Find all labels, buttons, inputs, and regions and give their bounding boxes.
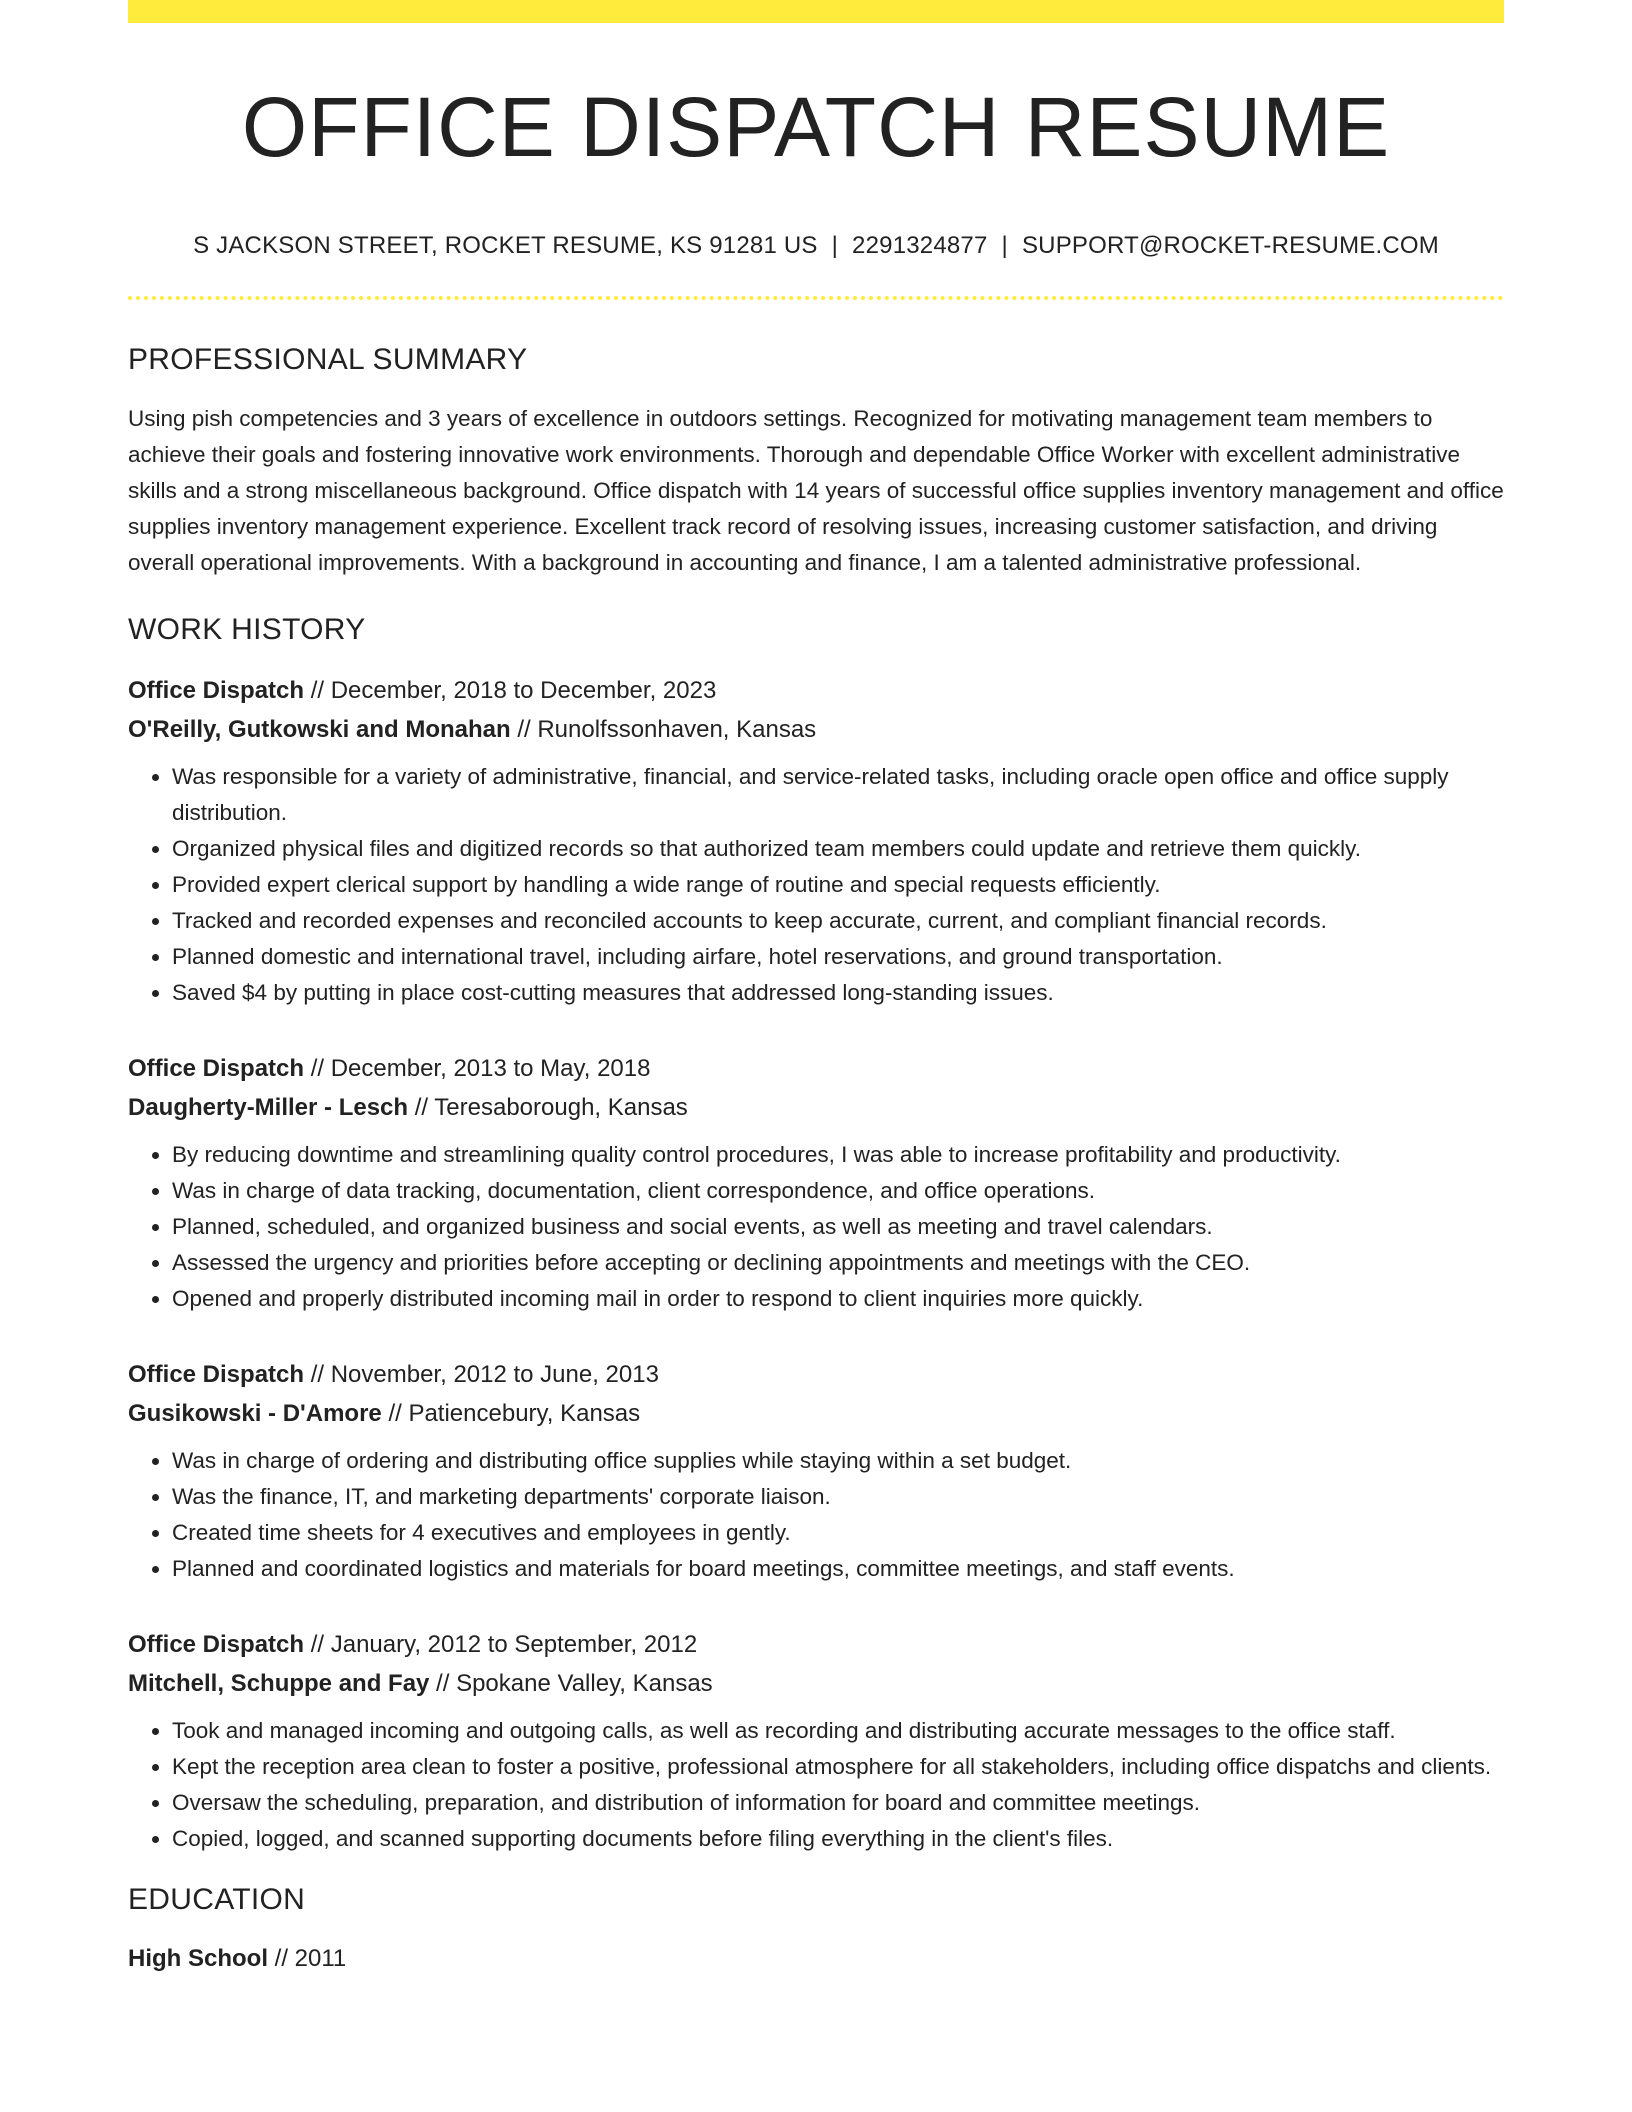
job-location: // Spokane Valley, Kansas [429,1670,713,1697]
job-company: O'Reilly, Gutkowski and Monahan [128,716,511,743]
job-bullets [128,1137,1504,1317]
job-bullets [128,759,1504,1011]
summary-text: Using pish competencies and 3 years of excellence in outdoors settings. Recognized for motivating management team members to achieve their goals and fostering innovative work environments. Thorough and dependable Office Worker with excellent administrative skills and a strong miscellaneous background. Office dispatch with 14 years of successful office supplies inventory management and office supplies inventory management experience. Excellent track record of resolving issues, increasing customer satisfaction, and driving overall operational improvements. With a background in accounting and finance, I am a talented administrative professional. [128,406,1504,575]
accent-top-bar [128,0,1504,23]
job-bullet: • Opened and properly distributed incoming mail in order to respond to client inquiries more quickly. [172,1281,1504,1317]
job-location: // Teresaborough, Kansas [408,1094,688,1121]
contact-separator: | [1001,232,1008,259]
job-location: // Patiencebury, Kansas [381,1400,641,1427]
contact-phone: 2291324877 [852,232,988,259]
work-history-heading: WORK HISTORY [128,613,366,646]
job-dates: // December, 2013 to May, 2018 [304,1055,651,1082]
job-entry [128,1355,1504,1587]
job-role: Office Dispatch [128,677,305,704]
education-heading: EDUCATION [128,1883,306,1916]
job-role: Office Dispatch [128,1055,305,1082]
job-bullet: • Kept the reception area clean to foster a positive, professional atmosphere for all stakeholders, including office dispatchs and clients. [172,1749,1504,1785]
job-bullet: • Copied, logged, and scanned supporting documents before filing everything in the client's files. [172,1821,1504,1857]
job-location: // Runolfssonhaven, Kansas [510,716,817,743]
job-bullet: • Tracked and recorded expenses and reconciled accounts to keep accurate, current, and compliant financial records. [172,903,1504,939]
summary-heading: PROFESSIONAL SUMMARY [128,343,528,376]
job-role-line [128,1625,1504,1664]
contact-separator: | [831,232,839,259]
job-company: Daugherty-Miller - Lesch [128,1094,409,1121]
job-bullet: • Oversaw the scheduling, preparation, and distribution of information for board and committee meetings. [172,1785,1504,1821]
education-year: // 2011 [268,1945,347,1972]
job-bullet: • Assessed the urgency and priorities before accepting or declining appointments and meetings with the CEO. [172,1245,1504,1281]
contact-line [128,234,1504,258]
job-company-line [128,1088,1504,1127]
job-company-line [128,1394,1504,1433]
dotted-divider [128,296,1504,300]
job-entry [128,1049,1504,1317]
job-bullet: • Was in charge of ordering and distributing office supplies while staying within a set budget. [172,1443,1504,1479]
job-company: Gusikowski - D'Amore [128,1400,382,1427]
job-bullets [128,1443,1504,1587]
job-role-line [128,1355,1504,1394]
job-company: Mitchell, Schuppe and Fay [128,1670,430,1697]
job-bullet: • Organized physical files and digitized records so that authorized team members could update and retrieve them quickly. [172,831,1504,867]
resume-title: OFFICE DISPATCH RESUME [241,80,1391,174]
job-bullet: • Was in charge of data tracking, documentation, client correspondence, and office operations. [172,1173,1504,1209]
job-bullet: • Was responsible for a variety of administrative, financial, and service-related tasks, including oracle open office and office supply distribution. [172,759,1504,831]
job-role-line [128,1049,1504,1088]
job-bullets [128,1713,1504,1857]
job-bullet: • Was the finance, IT, and marketing departments' corporate liaison. [172,1479,1504,1515]
job-dates: // November, 2012 to June, 2013 [304,1361,659,1388]
contact-email: SUPPORT@ROCKET-RESUME.COM [1021,232,1439,259]
education-degree: High School [128,1945,268,1972]
job-bullet: • Created time sheets for 4 executives and employees in gently. [172,1515,1504,1551]
job-company-line [128,1664,1504,1703]
job-bullet: • By reducing downtime and streamlining quality control procedures, I was able to increase profitability and productivity. [172,1137,1504,1173]
job-bullet: • Planned and coordinated logistics and materials for board meetings, committee meetings, and staff events. [172,1551,1504,1587]
job-role-line [128,671,1504,710]
job-dates: // January, 2012 to September, 2012 [304,1631,698,1658]
job-bullet: • Planned domestic and international travel, including airfare, hotel reservations, and ground transportation. [172,939,1504,975]
job-bullet: • Planned, scheduled, and organized business and social events, as well as meeting and travel calendars. [172,1209,1504,1245]
resume-page [128,0,1504,1977]
job-dates: // December, 2018 to December, 2023 [304,677,717,704]
job-bullet: • Saved $4 by putting in place cost-cutting measures that addressed long-standing issues. [172,975,1504,1011]
job-bullet: • Took and managed incoming and outgoing calls, as well as recording and distributing accurate messages to the office staff. [172,1713,1504,1749]
job-company-line [128,710,1504,749]
job-role: Office Dispatch [128,1361,305,1388]
job-entry [128,1625,1504,1857]
job-entry [128,671,1504,1011]
contact-address: S JACKSON STREET, ROCKET RESUME, KS 91281 US [193,232,818,259]
job-role: Office Dispatch [128,1631,305,1658]
education-entry [128,1941,1504,1977]
job-bullet: • Provided expert clerical support by handling a wide range of routine and special requests efficiently. [172,867,1504,903]
